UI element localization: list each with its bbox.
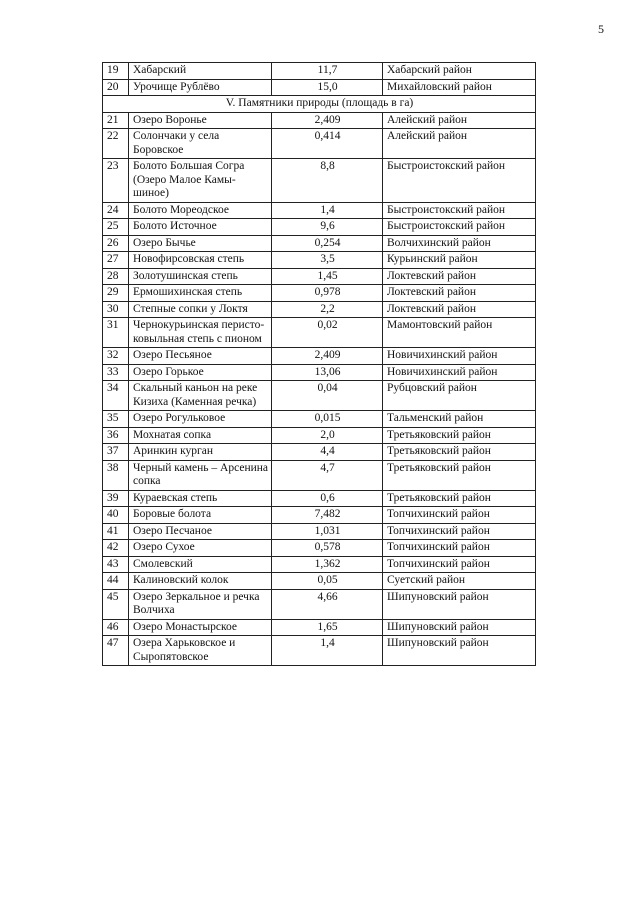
section-title: V. Памятники природы (площадь в га): [103, 96, 536, 113]
row-district: Шипуновский район: [383, 619, 536, 636]
row-number: 20: [103, 79, 129, 96]
row-area: 0,05: [272, 573, 383, 590]
row-number: 30: [103, 301, 129, 318]
row-name: Болото Большая Согра (Озеро Малое Камы-шиное): [129, 159, 272, 203]
row-name: Озеро Рогульковое: [129, 411, 272, 428]
row-number: 31: [103, 318, 129, 348]
row-area: 0,978: [272, 285, 383, 302]
table-row: [103, 219, 536, 236]
row-area: 7,482: [272, 507, 383, 524]
row-district: Быстроистокский район: [383, 219, 536, 236]
row-name: Аринкин курган: [129, 444, 272, 461]
table-row: [103, 79, 536, 96]
row-number: 47: [103, 636, 129, 666]
row-number: 23: [103, 159, 129, 203]
row-number: 34: [103, 381, 129, 411]
row-name: Озера Харьковское и Сыропятовское: [129, 636, 272, 666]
row-name: Кураевская степь: [129, 490, 272, 507]
row-name: Урочище Рублёво: [129, 79, 272, 96]
page-number: 5: [598, 22, 604, 36]
row-number: 28: [103, 268, 129, 285]
row-number: 42: [103, 540, 129, 557]
row-district: Рубцовский район: [383, 381, 536, 411]
row-number: 39: [103, 490, 129, 507]
row-name: Болото Мореодское: [129, 202, 272, 219]
row-name: Золотушинская степь: [129, 268, 272, 285]
row-number: 22: [103, 129, 129, 159]
row-district: Новичихинский район: [383, 348, 536, 365]
row-area: 1,45: [272, 268, 383, 285]
table-row: [103, 411, 536, 428]
row-district: Мамонтовский район: [383, 318, 536, 348]
table-row: [103, 235, 536, 252]
row-area: 2,2: [272, 301, 383, 318]
row-district: Локтевский район: [383, 268, 536, 285]
row-district: Локтевский район: [383, 285, 536, 302]
table-row: [103, 507, 536, 524]
row-area: 9,6: [272, 219, 383, 236]
table-row: [103, 573, 536, 590]
row-number: 32: [103, 348, 129, 365]
table-row: [103, 63, 536, 80]
row-district: Быстроистокский район: [383, 202, 536, 219]
row-area: 4,4: [272, 444, 383, 461]
row-district: Третьяковский район: [383, 490, 536, 507]
row-name: Скальный каньон на реке Кизиха (Каменная речка): [129, 381, 272, 411]
row-name: Калиновский колок: [129, 573, 272, 590]
row-name: Озеро Монастырское: [129, 619, 272, 636]
table-row: [103, 444, 536, 461]
row-area: 4,7: [272, 460, 383, 490]
row-area: 0,02: [272, 318, 383, 348]
row-district: Волчихинский район: [383, 235, 536, 252]
row-district: Третьяковский район: [383, 427, 536, 444]
row-district: Третьяковский район: [383, 460, 536, 490]
row-number: 29: [103, 285, 129, 302]
row-area: 8,8: [272, 159, 383, 203]
row-number: 46: [103, 619, 129, 636]
row-district: Шипуновский район: [383, 589, 536, 619]
row-district: Топчихинский район: [383, 556, 536, 573]
row-area: 0,254: [272, 235, 383, 252]
row-name: Солончаки у села Боровское: [129, 129, 272, 159]
row-name: Озеро Песьяное: [129, 348, 272, 365]
row-name: Ермошихинская степь: [129, 285, 272, 302]
table-row: [103, 348, 536, 365]
row-area: 0,414: [272, 129, 383, 159]
row-name: Черный камень – Арсенина сопка: [129, 460, 272, 490]
row-district: Новичихинский район: [383, 364, 536, 381]
row-district: Топчихинский район: [383, 523, 536, 540]
row-district: Суетский район: [383, 573, 536, 590]
row-area: 2,409: [272, 348, 383, 365]
row-district: Быстроистокский район: [383, 159, 536, 203]
row-name: Болото Источное: [129, 219, 272, 236]
table-row: [103, 619, 536, 636]
row-name: Озеро Горькое: [129, 364, 272, 381]
row-number: 19: [103, 63, 129, 80]
row-area: 0,6: [272, 490, 383, 507]
row-name: Озеро Бычье: [129, 235, 272, 252]
row-name: Озеро Песчаное: [129, 523, 272, 540]
table-row: [103, 556, 536, 573]
row-district: Курьинский район: [383, 252, 536, 269]
row-number: 36: [103, 427, 129, 444]
row-area: 11,7: [272, 63, 383, 80]
table-row: [103, 364, 536, 381]
table-row: [103, 159, 536, 203]
row-district: Тальменский район: [383, 411, 536, 428]
table-row: [103, 460, 536, 490]
row-district: Хабарский район: [383, 63, 536, 80]
row-district: Алейский район: [383, 112, 536, 129]
row-area: 15,0: [272, 79, 383, 96]
row-name: Степные сопки у Локтя: [129, 301, 272, 318]
row-number: 43: [103, 556, 129, 573]
row-name: Чернокурьинская перисто-ковыльная степь с пионом: [129, 318, 272, 348]
row-name: Новофирсовская степь: [129, 252, 272, 269]
row-number: 26: [103, 235, 129, 252]
table-row: [103, 540, 536, 557]
row-area: 0,578: [272, 540, 383, 557]
row-number: 24: [103, 202, 129, 219]
table-row: [103, 490, 536, 507]
row-area: 2,0: [272, 427, 383, 444]
table-row: [103, 202, 536, 219]
nature-areas-table: [102, 62, 536, 666]
row-area: 1,031: [272, 523, 383, 540]
table-row: [103, 129, 536, 159]
row-number: 37: [103, 444, 129, 461]
row-number: 44: [103, 573, 129, 590]
row-number: 33: [103, 364, 129, 381]
row-area: 1,4: [272, 202, 383, 219]
table-row: [103, 112, 536, 129]
row-district: Локтевский район: [383, 301, 536, 318]
table-row: [103, 381, 536, 411]
row-name: Хабарский: [129, 63, 272, 80]
table-row: [103, 636, 536, 666]
row-number: 45: [103, 589, 129, 619]
row-name: Боровые болота: [129, 507, 272, 524]
row-district: Третьяковский район: [383, 444, 536, 461]
table-body: [103, 63, 536, 666]
row-number: 21: [103, 112, 129, 129]
row-area: 4,66: [272, 589, 383, 619]
table-row: [103, 318, 536, 348]
row-area: 0,04: [272, 381, 383, 411]
row-district: Михайловский район: [383, 79, 536, 96]
row-name: Озеро Зеркальное и речка Волчиха: [129, 589, 272, 619]
row-district: Топчихинский район: [383, 507, 536, 524]
row-area: 1,65: [272, 619, 383, 636]
table-row: [103, 252, 536, 269]
row-area: 13,06: [272, 364, 383, 381]
row-district: Алейский район: [383, 129, 536, 159]
row-name: Смолевский: [129, 556, 272, 573]
row-area: 1,362: [272, 556, 383, 573]
row-number: 38: [103, 460, 129, 490]
row-number: 41: [103, 523, 129, 540]
row-number: 40: [103, 507, 129, 524]
row-name: Озеро Сухое: [129, 540, 272, 557]
row-district: Топчихинский район: [383, 540, 536, 557]
row-number: 35: [103, 411, 129, 428]
row-number: 27: [103, 252, 129, 269]
table-row: [103, 523, 536, 540]
row-number: 25: [103, 219, 129, 236]
row-area: 0,015: [272, 411, 383, 428]
row-name: Мохнатая сопка: [129, 427, 272, 444]
row-area: 1,4: [272, 636, 383, 666]
row-area: 2,409: [272, 112, 383, 129]
table-row: [103, 285, 536, 302]
row-name: Озеро Воронье: [129, 112, 272, 129]
table-row: [103, 589, 536, 619]
table-row: [103, 427, 536, 444]
row-district: Шипуновский район: [383, 636, 536, 666]
row-area: 3,5: [272, 252, 383, 269]
section-header-row: [103, 96, 536, 113]
table-row: [103, 301, 536, 318]
table-row: [103, 268, 536, 285]
